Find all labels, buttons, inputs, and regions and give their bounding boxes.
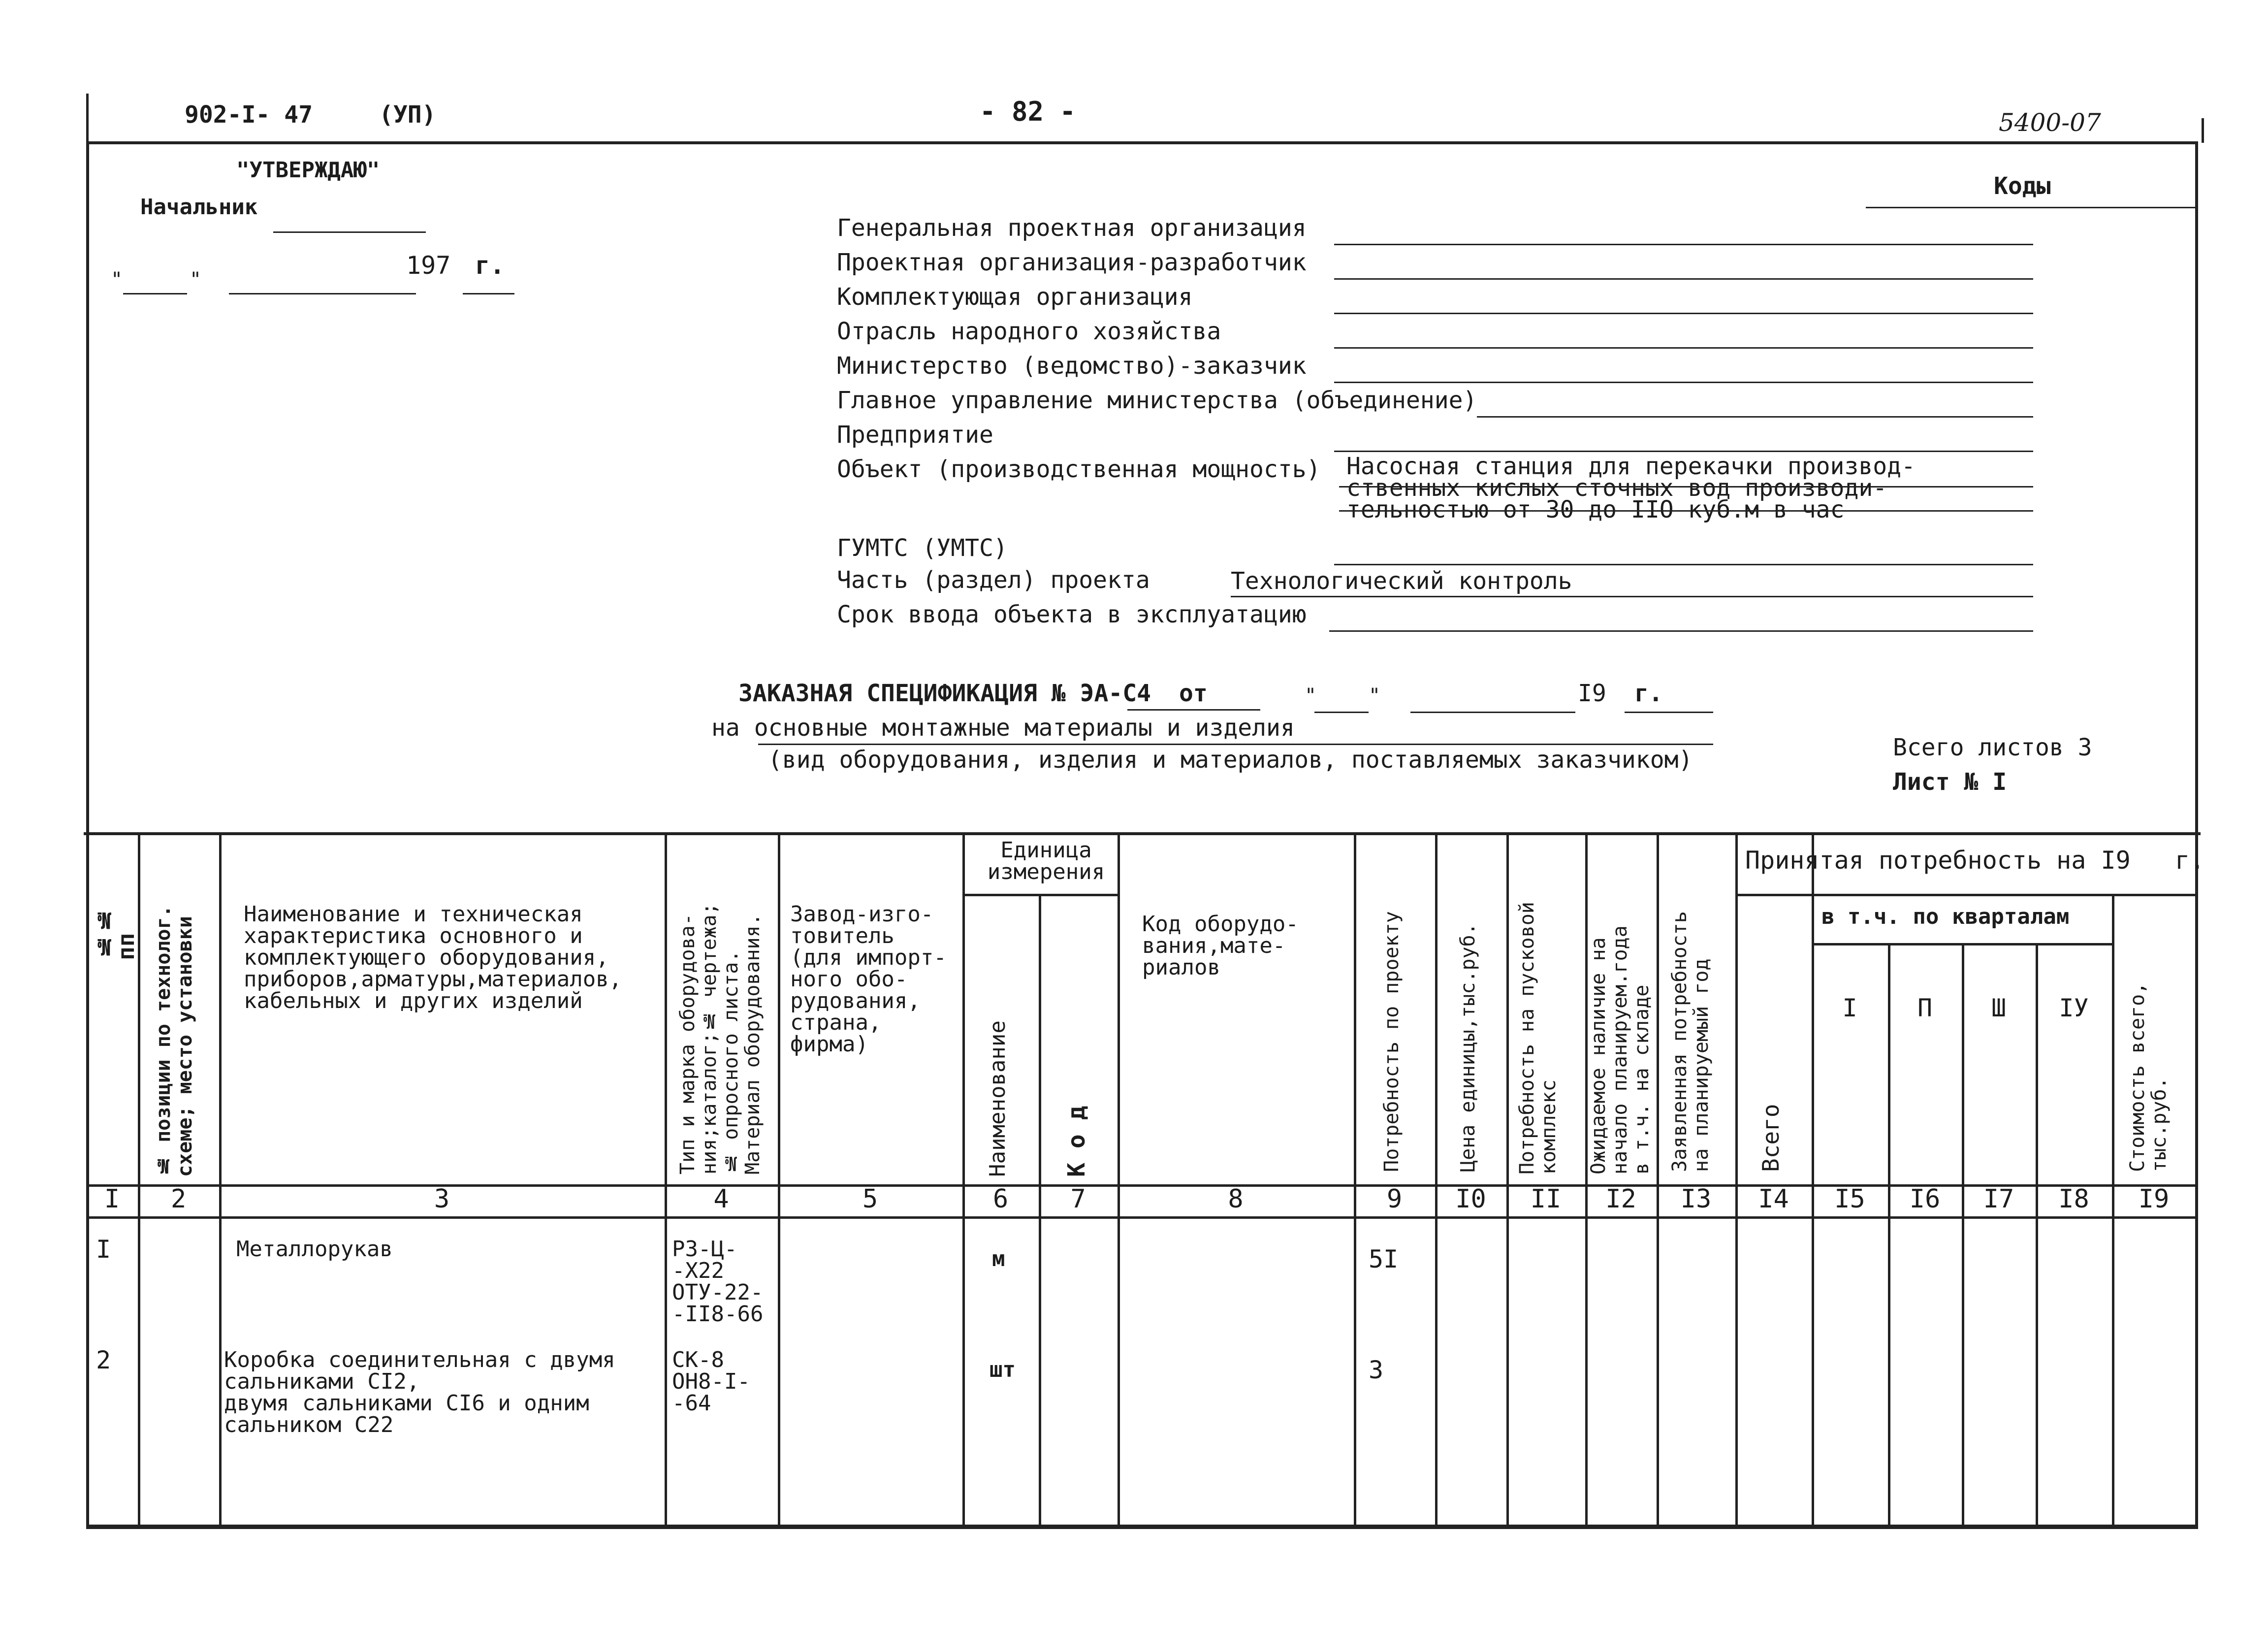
spec-from: от (1179, 680, 1208, 707)
column-number: 9 (1386, 1184, 1403, 1214)
doc-code: 902-I- 47 (185, 101, 313, 129)
row-name: Металлорукав (236, 1237, 393, 1262)
form-field-label: Предприятие (837, 421, 993, 449)
row-number: 2 (96, 1346, 111, 1374)
spec-title: ЗАКАЗНАЯ СПЕЦИФИКАЦИЯ № ЭА-С4 (738, 680, 1151, 707)
handwritten-number: 5400-07 (1999, 108, 2101, 137)
header-accepted-need: Принятая потребность на I9 г. (1745, 846, 2205, 875)
header-quarter-1: I (1842, 994, 1857, 1022)
header-declared-need: Заявленная потребность на планируемый год (1668, 911, 1713, 1172)
table-col-line (1354, 835, 1356, 1527)
table-col-line (219, 835, 222, 1527)
column-number: 4 (713, 1184, 729, 1214)
form-field-line (1339, 486, 2033, 488)
table-col-line (1962, 943, 1964, 1527)
codes-line (1866, 207, 2196, 208)
table-col-line (86, 835, 89, 1527)
form-field-line (1339, 510, 2033, 512)
column-number: I9 (2138, 1184, 2170, 1214)
column-number: II (1530, 1184, 1562, 1214)
row-type: СК-8 ОН8-I- -64 (672, 1347, 750, 1416)
column-number: 3 (434, 1184, 450, 1214)
header-quarter-3: Ш (1991, 994, 2007, 1022)
table-col-line (1506, 835, 1509, 1527)
header-expected-stock: Ожидаемое наличие на начало планируем.года в т.ч. на складе (1587, 925, 1653, 1174)
column-number: I7 (1983, 1184, 2014, 1214)
table-line (1812, 943, 2112, 945)
column-number: 5 (862, 1184, 878, 1214)
approve-day-line (123, 293, 187, 294)
header-type: Тип и марка оборудова- ния;каталог;№ чертежа; № опросного листа. Материал оборудования. (676, 903, 764, 1174)
sheet-number: Лист № I (1893, 768, 2007, 796)
form-field-label: Министерство (ведомство)-заказчик (837, 352, 1307, 380)
spec-from-line (1127, 709, 1260, 711)
spec-month-line (1410, 712, 1575, 713)
form-field-label: Отрасль народного хозяйства (837, 318, 1221, 345)
row-number: I (96, 1235, 111, 1264)
spec-year-suffix: г. (1634, 680, 1663, 707)
header-unit-price: Цена единицы,тыс.руб. (1457, 923, 1479, 1172)
row-unit: м (992, 1246, 1005, 1271)
form-field-line (1334, 347, 2033, 349)
spec-year-line (1625, 712, 1713, 713)
approve-year-line (463, 293, 514, 294)
approve-year: 197 (406, 251, 451, 280)
spec-quote-open: " (1305, 684, 1317, 707)
column-number: I3 (1680, 1184, 1712, 1214)
header-separator (84, 832, 2201, 835)
column-number: I5 (1834, 1184, 1865, 1214)
spec-subtitle: на основные монтажные материалы и изделия (711, 714, 1295, 742)
header-project-need: Потребность по проекту (1380, 911, 1403, 1172)
header-row-number: №№ пп (91, 907, 139, 960)
form-field-line (1334, 451, 2033, 452)
header-cost: Стоимость всего, тыс.руб. (2126, 982, 2171, 1172)
table-col-line (1735, 835, 1738, 1527)
column-number: I8 (2058, 1184, 2089, 1214)
approve-role: Начальник (140, 195, 258, 220)
header-name: Наименование и техническая характеристика основного и комплектующего оборудования, приборов,арматуры,материалов, кабельных и других изделий (244, 902, 622, 1013)
table-col-line (2196, 835, 2198, 1527)
approve-role-line (273, 231, 426, 233)
approve-quote-open: " (111, 268, 123, 291)
column-number: I4 (1758, 1184, 1789, 1214)
form-field-label: Генеральная проектная организация (837, 214, 1307, 242)
header-position: № позиции по технолог. схеме; место установки (152, 905, 196, 1177)
column-number: I2 (1605, 1184, 1636, 1214)
spec-day-line (1314, 712, 1369, 713)
spec-note: (вид оборудования, изделия и материалов, поставляемых заказчиком) (768, 746, 1693, 774)
header-equipment-code: Код оборудо- вания,мате- риалов (1142, 912, 1299, 980)
table-col-line (665, 835, 667, 1527)
table-line (962, 894, 1118, 896)
page-number: - 82 - (980, 96, 1076, 127)
form-field-label: Срок ввода объекта в эксплуатацию (837, 601, 1307, 628)
approve-title: "УТВЕРЖДАЮ" (236, 158, 380, 183)
table-line (1735, 894, 2198, 896)
column-number: I0 (1455, 1184, 1486, 1214)
table-col-line (1657, 835, 1659, 1527)
table-col-line (962, 835, 965, 1527)
table-col-line (2036, 943, 2038, 1527)
form-field-label: ГУМТС (УМТС) (837, 534, 1008, 562)
header-unit-name: Наименование (985, 1020, 1010, 1177)
form-field-label: Главное управление министерства (объединение) (837, 387, 1477, 414)
form-field-label: Часть (раздел) проекта (837, 566, 1150, 594)
form-field-line (1334, 313, 2033, 314)
form-field-line (1334, 278, 2033, 280)
top-right-tick (2202, 118, 2204, 143)
header-quarter-2: П (1917, 994, 1933, 1022)
approve-quote-close: " (190, 268, 202, 291)
form-field-line (1329, 630, 2033, 632)
row-unit: шт (990, 1357, 1016, 1382)
table-col-line (778, 835, 780, 1527)
row-qty: 3 (1369, 1356, 1384, 1384)
form-field-value: Насосная станция для перекачки производ- ственных кислых сточных вод производи- тельностью от 30 до IIO куб.м в час (1346, 453, 1916, 523)
column-number: 8 (1228, 1184, 1244, 1214)
table-col-line (1435, 835, 1437, 1527)
header-manufacturer: Завод-изго- товитель (для импорт- ного обо- рудования, страна, фирма) (790, 902, 947, 1057)
row-qty: 5I (1369, 1245, 1399, 1273)
header-quarter-4: IУ (2059, 994, 2089, 1022)
form-field-line (1334, 244, 2033, 245)
form-field-line (1231, 596, 2033, 597)
column-number: 7 (1070, 1184, 1086, 1214)
table-line (86, 1216, 2198, 1219)
form-field-label: Проектная организация-разработчик (837, 249, 1307, 276)
approve-month-line (229, 293, 416, 294)
table-col-line (1812, 835, 1814, 1527)
form-field-line (1334, 564, 2033, 565)
spec-subtitle-line (758, 744, 1713, 745)
column-number: 2 (170, 1184, 187, 1214)
column-number: I (104, 1184, 120, 1214)
row-name: Коробка соединительная с двумя сальниками CI2, двумя сальниками CI6 и одним сальником С22 (224, 1347, 615, 1437)
top-left-tick (86, 94, 89, 143)
header-startup-need: Потребность на пусковой комплекс (1516, 902, 1560, 1174)
approve-year-suffix: г. (475, 251, 505, 280)
table-col-line (1118, 835, 1120, 1527)
form-field-label: Объект (производственная мощность) (837, 456, 1321, 483)
column-number: I6 (1909, 1184, 1941, 1214)
codes-label: Коды (1994, 172, 2051, 200)
header-total: Всего (1757, 1104, 1784, 1172)
form-field-line (1477, 416, 2033, 418)
column-number: 6 (992, 1184, 1009, 1214)
spec-quote-close: " (1369, 684, 1381, 707)
spec-year: I9 (1578, 680, 1606, 707)
album-code: (УП) (379, 101, 436, 129)
row-type: РЗ-Ц- -Х22 ОТУ-22- -II8-66 (672, 1237, 764, 1327)
table-line (86, 1527, 2198, 1529)
header-unit-group: Единица измерения (987, 838, 1105, 884)
total-sheets: Всего листов 3 (1893, 734, 2092, 761)
header-unit-code: К о д (1063, 1106, 1090, 1177)
form-field-line (1334, 382, 2033, 383)
form-field-value: Технологический контроль (1231, 567, 1572, 595)
header-quarters: в т.ч. по кварталам (1821, 904, 2070, 929)
form-field-label: Комплектующая организация (837, 283, 1193, 311)
table-col-line (1888, 943, 1890, 1527)
